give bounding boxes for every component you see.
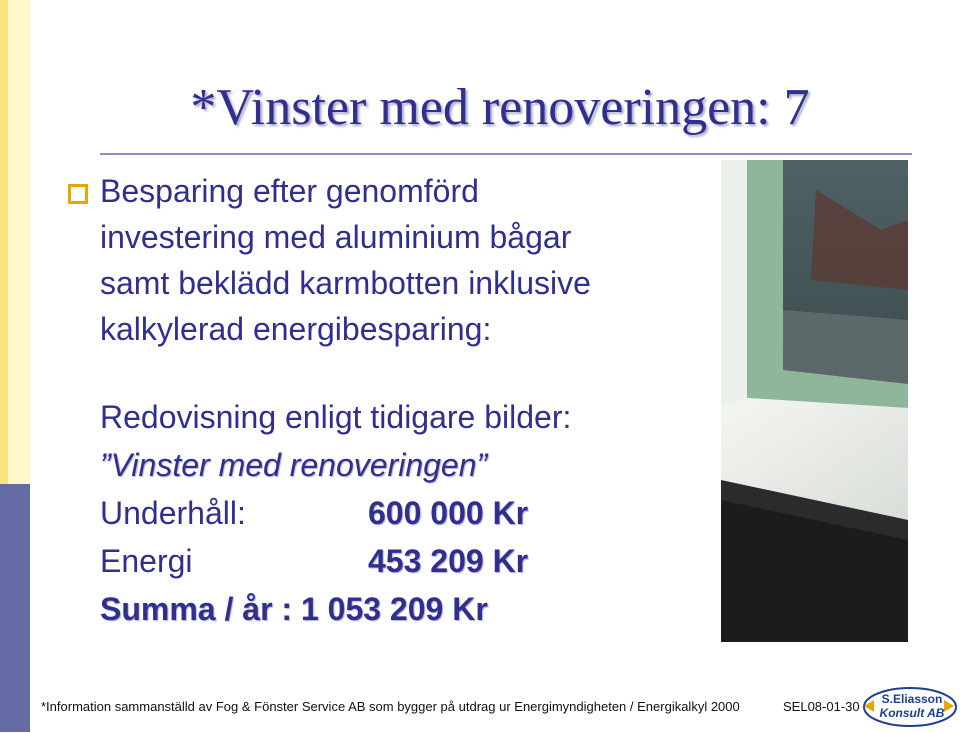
left-strip-accent [0, 0, 8, 484]
row-value: 453 209 Kr [368, 543, 529, 579]
bullet-line: investering med aluminium bågar [100, 219, 572, 255]
bullet-line: kalkylerad energibesparing: [100, 311, 492, 347]
report-block [100, 393, 571, 633]
bullet-text [100, 168, 700, 352]
bullet-line: samt beklädd karmbotten inklusive [100, 265, 591, 301]
row-value: 600 000 Kr [368, 495, 529, 531]
window-frame-photo [721, 160, 908, 642]
logo-line2: Konsult AB [879, 706, 945, 720]
logo-line1: S.Eliasson [881, 692, 943, 706]
slide-code: SEL08-01-30 [783, 699, 860, 714]
sum-line: Summa / år : 1 053 209 Kr [100, 591, 488, 627]
slide-title: *Vinster med renoveringen: 7 [190, 79, 810, 136]
report-intro: Redovisning enligt tidigare bilder: [100, 399, 572, 435]
row-label: Energi [100, 543, 193, 579]
row-label: Underhåll: [100, 495, 246, 531]
square-bullet-icon [68, 184, 88, 204]
bullet-line: Besparing efter genomförd [100, 173, 479, 209]
company-logo [860, 686, 958, 728]
footer-note: *Information sammanställd av Fog & Fönster Service AB som bygger på utdrag ur Energimyndigheten / Energikalkyl 2000 [41, 699, 740, 714]
left-strip-bottom [0, 484, 30, 732]
report-row [100, 489, 571, 537]
title-divider [100, 153, 912, 155]
report-row [100, 537, 571, 585]
report-heading: ”Vinster med renoveringen” [100, 447, 488, 483]
